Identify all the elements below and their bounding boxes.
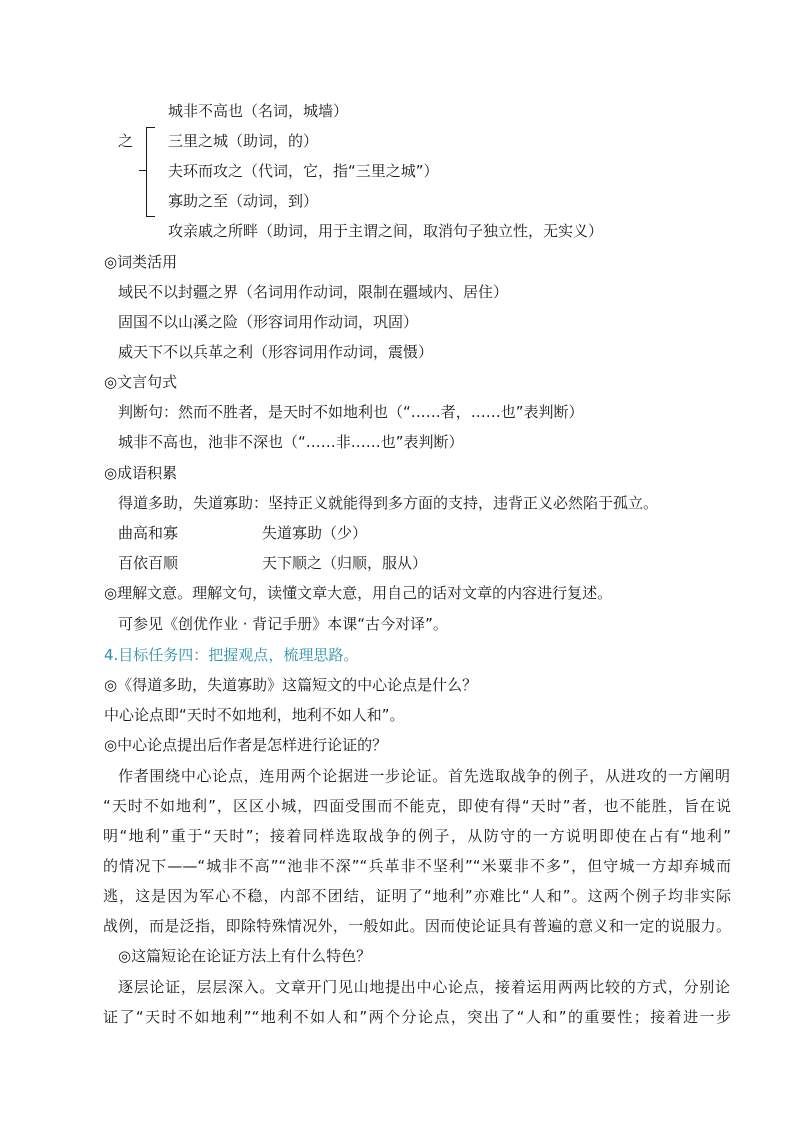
idiom-pair-left: 百依百顺 — [118, 554, 179, 572]
idiom-pair-right: 失道寡助（少） — [262, 524, 368, 542]
task4-answer-3-line: 逐层论证，层层深入。文章开门见山地提出中心论点，接着运用两两比较的方式，分别论 — [118, 978, 730, 996]
task4-answer-2-line: 逃，这是因为军心不稳，内部不团结，证明了“地利”亦难比“人和”。这两个例子均非实际 — [103, 887, 731, 905]
word-class-item: 威天下不以兵革之利（形容词用作动词，震慑） — [118, 343, 434, 361]
sentence-patterns-heading: ◎文言句式 — [104, 373, 178, 391]
zhi-item: 三里之城（助词，的） — [168, 132, 319, 150]
task4-answer-2-line: 战例，而是泛指，即除特殊情况外，一般如此。因而使论证具有普遍的意义和一定的说服力。 — [103, 917, 731, 935]
task4-question-2: ◎中心论点提出后作者是怎样进行论证的？ — [104, 736, 388, 754]
idiom-pair-left: 曲高和寡 — [118, 524, 179, 542]
idiom-pair-right: 天下顺之（归顺，服从） — [262, 554, 428, 572]
zhi-item: 城非不高也（名词，城墙） — [168, 102, 349, 120]
task4-question-1: ◎《得道多助，失道寡助》这篇短文的中心论点是什么？ — [104, 676, 478, 694]
zhi-bracket — [146, 127, 155, 217]
task4-answer-2-line: 明“地利”重于“天时”；接着同样选取战争的例子，从防守的一方说明即使在占有“地利” — [103, 827, 731, 845]
task4-answer-3-line: 证了“天时不如地利”“地利不如人和”两个分论点，突出了“人和”的重要性；接着进一步 — [103, 1008, 731, 1026]
sentence-pattern-item: 判断句：然而不胜者，是天时不如地利也（“……者，……也”表判断） — [118, 403, 584, 421]
task4-answer-2-line: 作者围绕中心论点，连用两个论据进一步论证。首先选取战争的例子，从进攻的一方阐明 — [118, 767, 730, 785]
task4-title: 4.目标任务四：把握观点，梳理思路。 — [104, 646, 359, 664]
task4-answer-2-line: “天时不如地利”，区区小城，四面受围而不能克，即使有得“天时”者，也不能胜，旨在说 — [103, 797, 731, 815]
zhi-item: 攻亲戚之所畔（助词，用于主谓之间，取消句子独立性，无实义） — [168, 222, 604, 240]
idioms-heading: ◎成语积累 — [104, 464, 178, 482]
sentence-pattern-item: 城非不高也，池非不深也（“……非……也”表判断） — [118, 433, 464, 451]
zhi-head: 之 — [118, 132, 134, 150]
zhi-item: 夫环而攻之（代词，它，指“三里之城”） — [168, 162, 439, 180]
word-class-heading: ◎词类活用 — [104, 253, 178, 271]
word-class-item: 固国不以山溪之险（形容词用作动词，巩固） — [118, 313, 419, 331]
understanding-note: 可参见《创优作业 · 背记手册》本课“古今对译”。 — [118, 615, 448, 633]
task4-answer-1: 中心论点即“天时不如地利，地利不如人和”。 — [104, 706, 405, 724]
task4-answer-2-line: 的情况下——“城非不高”“池非不深”“兵革非不坚利”“米粟非不多”，但守城一方却弃城而 — [103, 857, 731, 875]
understanding-heading: ◎理解文意。理解文句，读懂文章大意，用自己的话对文章的内容进行复述。 — [104, 584, 613, 602]
task4-question-3: ◎这篇短论在论证方法上有什么特色？ — [118, 947, 372, 965]
idiom-definition: 得道多助，失道寡助：坚持正义就能得到多方面的支持，违背正义必然陷于孤立。 — [118, 494, 659, 512]
word-class-item: 域民不以封疆之界（名词用作动词，限制在疆域内、居住） — [118, 283, 509, 301]
zhi-item: 寡助之至（动词，到） — [168, 192, 319, 210]
